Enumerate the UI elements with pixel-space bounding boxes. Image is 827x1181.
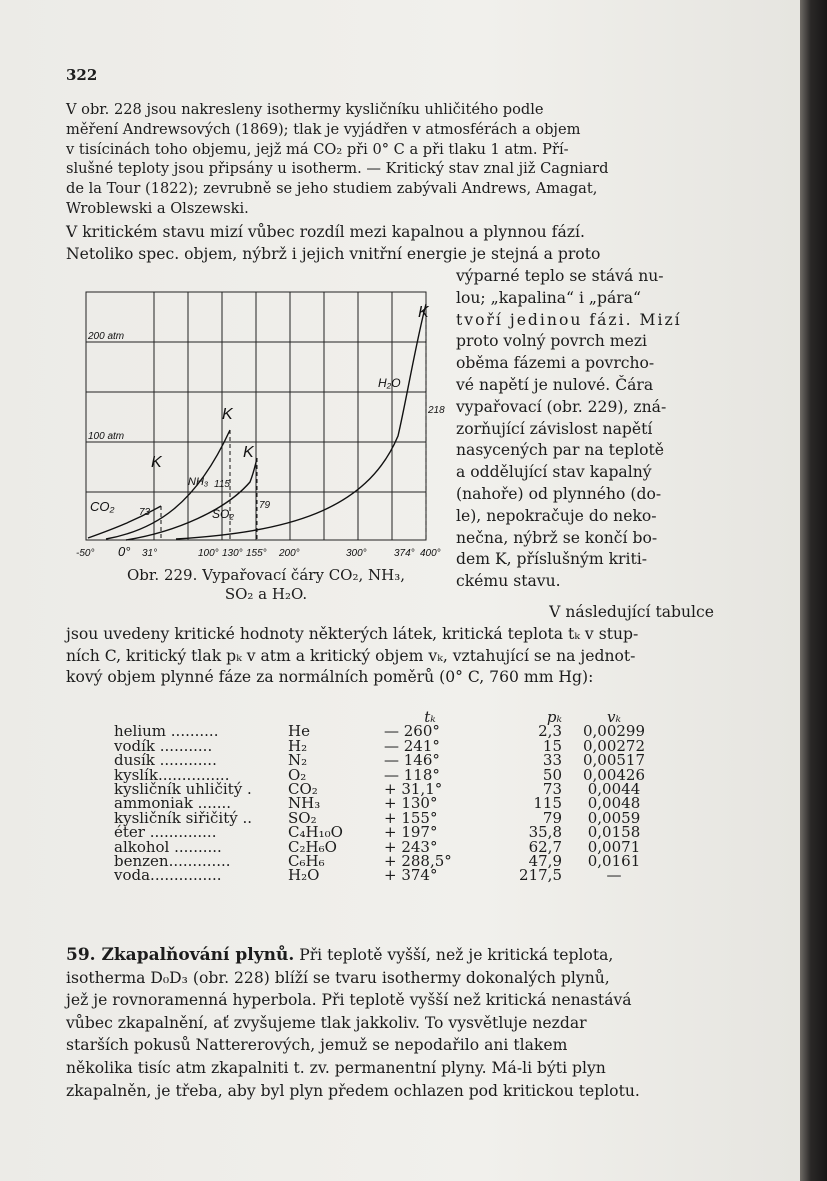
figure-caption	[66, 566, 466, 604]
so2-curve	[126, 458, 257, 540]
caption-line: SO₂ a H₂O.	[224, 585, 308, 603]
header-pk: pₖ	[546, 708, 562, 726]
table-intro-line: ních C, kritický tlak pₖ v atm a kritický objem vₖ, vztahující se na jednot-	[66, 646, 636, 665]
intro-paragraph	[66, 100, 714, 219]
right-line: oběma fázemi a povrcho-	[456, 354, 655, 373]
critical-temperature: — 260°	[384, 722, 440, 741]
critical-point-label: K	[243, 444, 254, 461]
tick-label: 200°	[279, 548, 300, 559]
section-59	[66, 944, 714, 1102]
critical-volume: 0,0044	[587, 780, 641, 799]
critical-temperature: + 130°	[384, 794, 438, 813]
critical-temperature: — 241°	[384, 736, 440, 755]
right-line: zorňující závislost napětí	[456, 419, 653, 438]
pressure-label: 100 atm	[88, 431, 125, 442]
right-line: tvoří jedinou fázi. Mizí	[456, 310, 682, 329]
value-label: 218	[428, 405, 445, 416]
tick-label: -50°	[76, 548, 95, 559]
section-line: několika tisíc atm zkapalniti t. zv. permanentní plyny. Má-li býti plyn	[66, 1058, 606, 1077]
page-number: 322	[66, 66, 98, 84]
critical-temperature: + 197°	[384, 823, 438, 842]
right-line: vé napětí je nulové. Čára	[456, 375, 654, 394]
substance-formula: N₂	[288, 751, 308, 770]
substance-name: éter ..............	[114, 823, 217, 842]
right-line: dem K, příslušným kriti-	[456, 550, 647, 569]
section-heading: 59. Zkapalňování plynů.	[66, 945, 295, 965]
intro-line: Wroblewski a Olszewski.	[66, 199, 249, 217]
substance-name: kysličník uhličitý .	[114, 780, 252, 799]
critical-pressure: 35,8	[528, 823, 562, 842]
substance-name: dusík ............	[114, 751, 217, 770]
substance-formula: O₂	[288, 765, 307, 784]
critical-point-label: K	[418, 304, 429, 321]
section-line: isotherma D₀D₃ (obr. 228) blíží se tvaru isothermy dokonalých plynů,	[66, 968, 610, 987]
critical-line: Netoliko spec. objem, nýbrž i jejich vnitřní energie je stejná a proto	[66, 244, 601, 263]
intro-line: V obr. 228 jsou nakresleny isothermy kysličníku uhličitého podle	[66, 101, 544, 118]
section-line: jež je rovnoramenná hyperbola. Při teplotě vyšší než kritická nenastává	[66, 991, 632, 1010]
substance-formula: H₂O	[288, 866, 320, 885]
right-line: výparné teplo se stává nu-	[456, 267, 664, 285]
figure-grid	[86, 292, 426, 540]
critical-temperature: — 146°	[384, 751, 440, 770]
right-line: proto volný povrch mezi	[456, 332, 648, 351]
critical-volume: 0,0071	[587, 837, 641, 856]
critical-volume: 0,0048	[587, 794, 641, 813]
substance-formula: C₄H₁₀O	[288, 823, 343, 842]
intro-line: v tisícinách toho objemu, jejž má CO₂ při 0° C a při tlaku 1 atm. Pří-	[66, 140, 569, 158]
pressure-label: 200 atm	[88, 331, 125, 342]
critical-pressure: 79	[542, 808, 562, 827]
table-intro-line: kový objem plynné fáze za normálních poměrů (0° C, 760 mm Hg):	[66, 668, 594, 687]
tick-label: 100°	[198, 548, 219, 559]
critical-line: V kritickém stavu mizí vůbec rozdíl mezi kapalnou a plynnou fází.	[66, 223, 585, 241]
critical-temperature: + 155°	[384, 808, 438, 827]
table-intro-line: V následující tabulce	[549, 603, 714, 621]
critical-point-label: K	[151, 454, 162, 471]
right-line: nečna, nýbrž se končí bo-	[456, 528, 658, 547]
value-label: 115	[214, 479, 230, 490]
substance-formula: H₂	[288, 736, 308, 755]
substance-name: kyslík...............	[114, 765, 230, 784]
right-line: lou; „kapalina“ i „pára“	[456, 288, 642, 307]
vapor-curves	[88, 304, 426, 540]
right-line: ckému stavu.	[456, 572, 561, 591]
substance-formula: SO₂	[288, 808, 317, 827]
h2o-curve	[176, 304, 426, 539]
nh3-curve	[106, 430, 230, 539]
substance-name: ammoniak .......	[114, 794, 232, 813]
right-column-text	[456, 266, 712, 593]
tick-label: 300°	[346, 548, 367, 559]
vapor-pressure-figure	[66, 282, 466, 572]
tick-label: 400°	[420, 548, 441, 559]
critical-pressure: 50	[542, 765, 562, 784]
curve-label-so2: SO₂	[212, 507, 234, 521]
intro-line: měření Andrewsových (1869); tlak je vyjádřen v atmosférách a objem	[66, 120, 581, 138]
table-row	[110, 868, 662, 882]
critical-temperature: + 288,5°	[384, 852, 452, 871]
substance-formula: CO₂	[288, 780, 318, 799]
critical-pressure: 33	[542, 751, 562, 770]
header-vk: vₖ	[607, 708, 621, 726]
substance-formula: C₆H₆	[288, 852, 325, 871]
tick-label: 31°	[142, 548, 158, 559]
critical-temperature: + 243°	[384, 837, 438, 856]
critical-pressure: 47,9	[528, 852, 562, 871]
critical-temperature: + 31,1°	[384, 780, 443, 799]
critical-values-table	[110, 710, 662, 883]
tick-label: 374°	[394, 548, 415, 559]
tick-label: 155°	[246, 548, 267, 559]
substance-formula: C₂H₆O	[288, 837, 337, 856]
substance-name: helium ..........	[114, 722, 219, 741]
curve-label-h2o: H₂O	[378, 376, 401, 390]
table-intro-paragraph	[66, 602, 714, 689]
substance-name: alkohol ..........	[114, 837, 222, 856]
critical-point-label: K	[222, 406, 233, 423]
substance-name: benzen.............	[114, 852, 231, 871]
critical-volume: 0,00426	[582, 765, 646, 784]
substance-formula: NH₃	[288, 794, 321, 813]
right-line: nasycených par na teplotě	[456, 441, 665, 460]
curve-label-nh3: NH₃	[188, 476, 209, 488]
section-line: zkapalněn, je třeba, aby byl plyn předem ochlazen pod kritickou teplotu.	[66, 1081, 640, 1100]
critical-pressure: 2,3	[538, 722, 562, 741]
tick-label: 0°	[118, 544, 131, 559]
right-line: (nahoře) od plynného (do-	[456, 484, 662, 503]
critical-pressure: 217,5	[519, 866, 562, 885]
intro-line: de la Tour (1822); zevrubně se jeho studiem zabývali Andrews, Amagat,	[66, 180, 598, 198]
critical-volume: 0,0161	[587, 852, 641, 871]
critical-volume: —	[606, 866, 622, 885]
critical-volume: 0,0158	[587, 823, 641, 842]
value-label: 73	[139, 507, 151, 518]
value-label: 79	[259, 500, 271, 511]
critical-volume: 0,00517	[582, 751, 646, 770]
critical-dashed-lines	[161, 304, 426, 540]
section-line: vůbec zkapalnění, ať zvyšujeme tlak jakkoliv. To vysvětluje nezdar	[66, 1013, 587, 1032]
right-line: vypařovací (obr. 229), zná-	[456, 397, 667, 416]
book-spine	[800, 0, 827, 1181]
section-line: Při teplotě vyšší, než je kritická teplota,	[294, 946, 614, 964]
critical-volume: 0,0059	[587, 808, 641, 827]
critical-pressure: 73	[542, 780, 562, 799]
substance-name: voda...............	[114, 866, 222, 885]
substance-name: kysličník siřičitý ..	[114, 808, 253, 827]
curve-label-co2: CO₂	[90, 499, 115, 514]
critical-pressure: 15	[542, 736, 562, 755]
critical-paragraph	[66, 222, 714, 266]
tick-label: 130°	[222, 548, 243, 559]
critical-volume: 0,00272	[582, 736, 646, 755]
right-line: a oddělující stav kapalný	[456, 463, 652, 482]
section-line: starších pokusů Nattererových, jemuž se nepodařilo ani tlakem	[66, 1036, 568, 1055]
critical-temperature: + 374°	[384, 866, 438, 885]
substance-name: vodík ...........	[114, 736, 213, 755]
right-line: le), nepokračuje do neko-	[456, 506, 657, 525]
critical-temperature: — 118°	[384, 765, 440, 784]
critical-pressure: 62,7	[528, 837, 562, 856]
critical-pressure: 115	[533, 794, 562, 813]
caption-line: Obr. 229. Vypařovací čáry CO₂, NH₃,	[126, 566, 406, 584]
table-intro-line: jsou uvedeny kritické hodnoty některých látek, kritická teplota tₖ v stup-	[66, 624, 639, 643]
substance-formula: He	[288, 722, 310, 741]
intro-line: slušné teploty jsou připsány u isotherm. — Kritický stav znal již Cagniard	[66, 160, 609, 178]
critical-volume: 0,00299	[582, 722, 646, 741]
header-tk: tₖ	[424, 708, 436, 726]
